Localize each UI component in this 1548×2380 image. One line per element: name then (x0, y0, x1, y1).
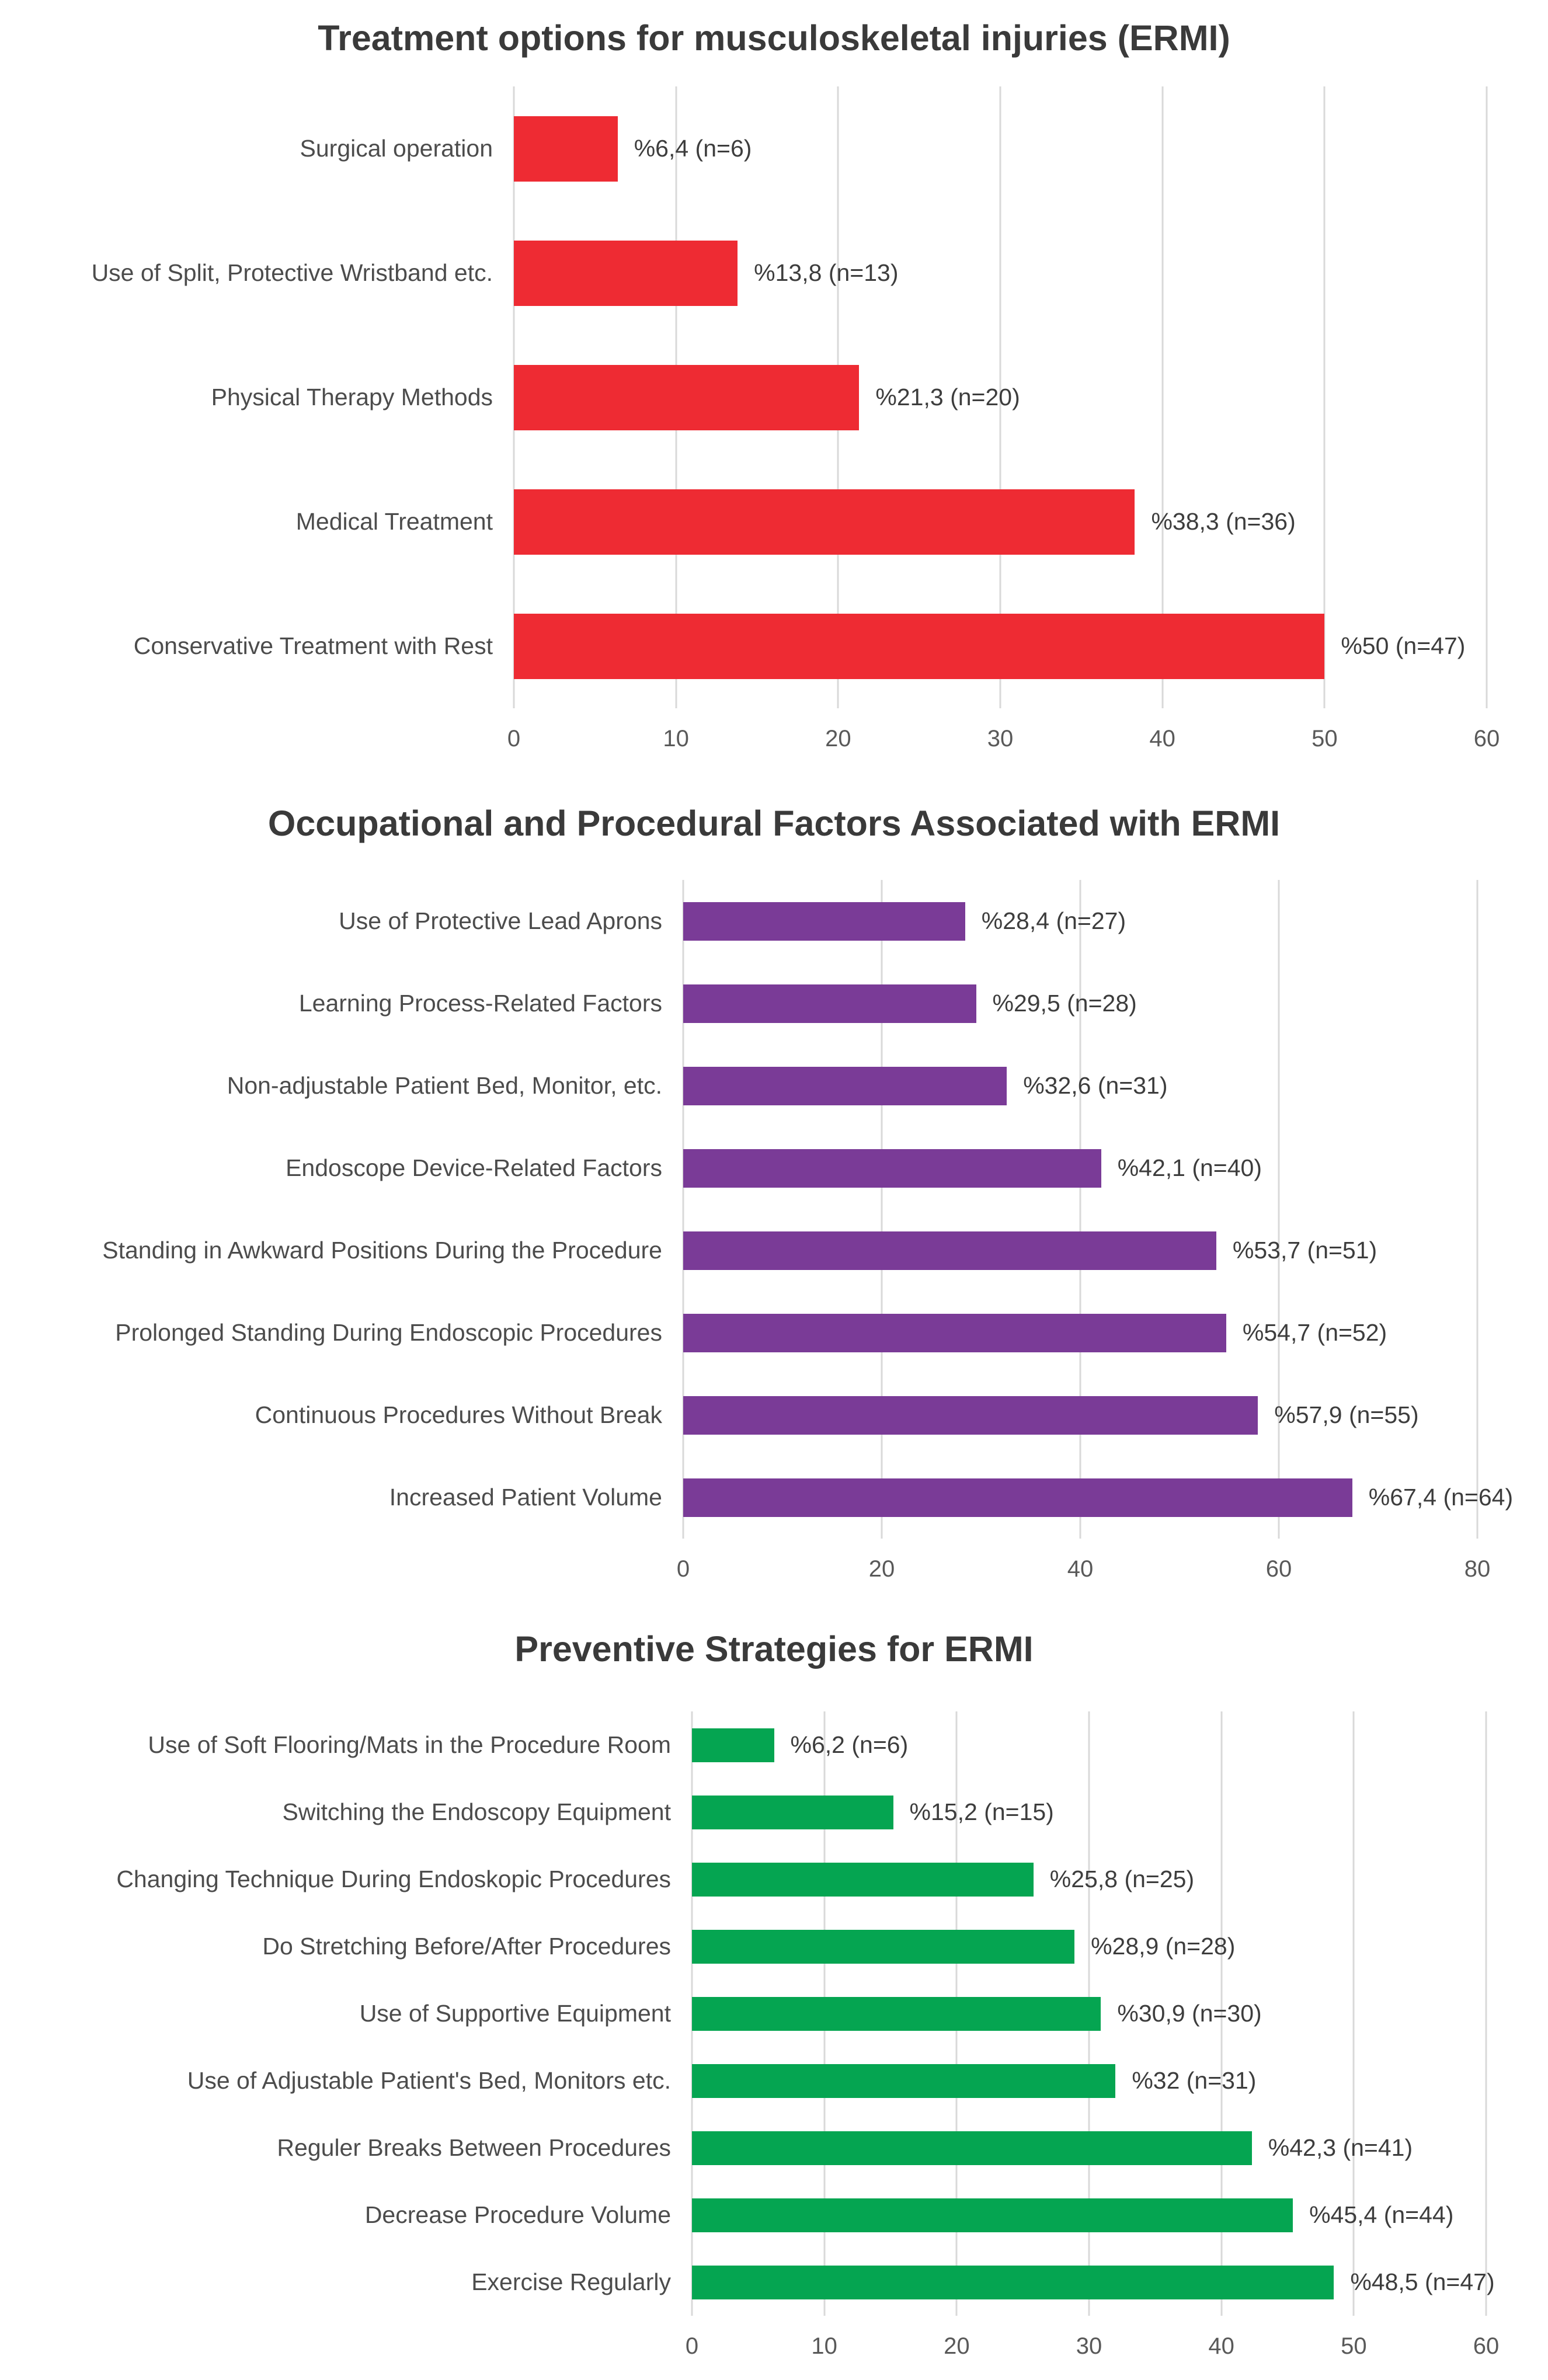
value-label: %42,1 (n=40) (1117, 1154, 1262, 1181)
bar (514, 614, 1324, 679)
plot (0, 1711, 1548, 2380)
category-label: Increased Patient Volume (389, 1484, 662, 1511)
axis-tick-label: 0 (685, 2333, 699, 2359)
bar (683, 1314, 1226, 1352)
plot-area (683, 880, 1514, 1539)
value-label: %21,3 (n=20) (875, 384, 1020, 410)
category-label: Switching the Endoscopy Equipment (282, 1798, 671, 1825)
category-labels (0, 86, 514, 708)
bar (692, 1863, 1034, 1897)
axis-tick-label: 30 (987, 726, 1014, 751)
value-label: %25,8 (n=25) (1049, 1866, 1195, 1892)
bar-row (692, 1913, 1486, 1980)
chart-preventive-strategies (0, 1603, 1548, 2380)
bar (692, 2064, 1115, 2098)
bar-row (514, 86, 1487, 211)
category-label: Exercise Regularly (471, 2268, 671, 2295)
axis-tick-label: 60 (1473, 726, 1500, 751)
x-axis (507, 708, 1500, 773)
bar-row (692, 2249, 1495, 2316)
bar-row (683, 1374, 1477, 1456)
bar (683, 984, 976, 1023)
category-label: Use of Adjustable Patient's Bed, Monitors etc. (187, 2067, 671, 2094)
x-axis (685, 2316, 1500, 2380)
bar (514, 365, 859, 430)
bar-row (514, 335, 1487, 460)
value-label: %6,2 (n=6) (790, 1731, 909, 1758)
bar (692, 1997, 1101, 2031)
value-label: %32 (n=31) (1132, 2067, 1257, 2094)
bar (683, 1396, 1258, 1435)
value-label: %6,4 (n=6) (634, 135, 752, 162)
category-label: Learning Process-Related Factors (298, 990, 662, 1017)
value-label: %30,9 (n=30) (1117, 2000, 1262, 2027)
category-label: Medical Treatment (295, 508, 493, 535)
value-label: %53,7 (n=51) (1232, 1237, 1377, 1264)
bar-row (692, 2181, 1486, 2249)
axis-tick-label: 10 (811, 2333, 837, 2359)
plot (0, 880, 1548, 1603)
x-axis (676, 1539, 1491, 1603)
bar-row (514, 460, 1487, 584)
axis-tick-label: 30 (1076, 2333, 1102, 2359)
value-label: %28,4 (n=27) (981, 907, 1126, 934)
bar-row (692, 1711, 1486, 1779)
category-label: Physical Therapy Methods (211, 384, 493, 410)
axis-tick-label: 20 (944, 2333, 970, 2359)
plot-area (692, 1711, 1495, 2316)
category-label: Use of Protective Lead Aprons (339, 907, 662, 934)
chart-occupational-factors (0, 773, 1548, 1603)
bar-rows (683, 880, 1514, 1539)
category-label: Continuous Procedures Without Break (255, 1401, 662, 1428)
axis-tick-label: 20 (868, 1556, 895, 1582)
axis-tick-label: 10 (663, 726, 689, 751)
bar-row (692, 2114, 1486, 2181)
bar (683, 902, 965, 941)
category-label: Changing Technique During Endoskopic Procedures (116, 1866, 671, 1892)
axis-tick-label: 80 (1464, 1556, 1491, 1582)
chart-treatment-options (0, 0, 1548, 773)
value-label: %38,3 (n=36) (1151, 508, 1296, 535)
bar-row (692, 1846, 1486, 1913)
bar (514, 241, 738, 306)
category-label: Surgical operation (300, 135, 493, 162)
category-label: Prolonged Standing During Endoscopic Procedures (115, 1319, 662, 1346)
bar (692, 1728, 774, 1762)
plot (0, 86, 1548, 773)
bar (683, 1067, 1007, 1105)
category-label: Use of Soft Flooring/Mats in the Procedure Room (148, 1731, 671, 1758)
bar-row (683, 962, 1477, 1045)
chart-title: Preventive Strategies for ERMI (514, 1629, 1034, 1669)
axis-tick-label: 60 (1473, 2333, 1500, 2359)
bar-rows (692, 1711, 1495, 2316)
axis-tick-label: 40 (1067, 1556, 1094, 1582)
category-labels (0, 1711, 692, 2316)
value-label: %32,6 (n=31) (1023, 1072, 1168, 1099)
value-label: %13,8 (n=13) (754, 259, 899, 286)
axis-tick-label: 40 (1149, 726, 1175, 751)
axis-tick-label: 50 (1341, 2333, 1367, 2359)
category-label: Conservative Treatment with Rest (133, 632, 493, 659)
value-label: %67,4 (n=64) (1368, 1484, 1514, 1511)
bar-rows (514, 86, 1487, 708)
bar (692, 1930, 1074, 1964)
bar-row (683, 1292, 1477, 1374)
axis-tick-label: 20 (825, 726, 851, 751)
value-label: %15,2 (n=15) (909, 1798, 1054, 1825)
bar (692, 2266, 1334, 2299)
category-label: Endoscope Device-Related Factors (286, 1154, 662, 1181)
category-label: Do Stretching Before/After Procedures (262, 1933, 671, 1960)
value-label: %45,4 (n=44) (1309, 2201, 1454, 2228)
axis-tick-label: 50 (1312, 726, 1338, 751)
category-label: Use of Supportive Equipment (359, 2000, 671, 2027)
bar-row (692, 2047, 1486, 2114)
category-label: Standing in Awkward Positions During the Procedure (102, 1237, 662, 1264)
category-labels (0, 880, 683, 1539)
chart-title: Treatment options for musculoskeletal injuries (ERMI) (318, 18, 1230, 58)
bar-row (683, 1045, 1477, 1127)
plot-area (514, 86, 1487, 708)
category-label: Use of Split, Protective Wristband etc. (91, 259, 493, 286)
axis-tick-label: 40 (1208, 2333, 1234, 2359)
value-label: %50 (n=47) (1341, 632, 1466, 659)
bar-row (514, 584, 1487, 708)
category-label: Decrease Procedure Volume (364, 2201, 671, 2228)
value-label: %54,7 (n=52) (1242, 1319, 1387, 1346)
value-label: %57,9 (n=55) (1274, 1401, 1419, 1428)
axis-tick-label: 60 (1265, 1556, 1292, 1582)
bar (683, 1231, 1216, 1270)
axis-tick-label: 0 (507, 726, 521, 751)
bar (514, 489, 1135, 555)
category-label: Non-adjustable Patient Bed, Monitor, etc. (227, 1072, 662, 1099)
bar (683, 1478, 1352, 1517)
bar (692, 2131, 1252, 2165)
value-label: %29,5 (n=28) (992, 990, 1137, 1017)
bar-row (692, 1779, 1486, 1846)
bar (692, 1796, 893, 1829)
category-label: Reguler Breaks Between Procedures (277, 2134, 671, 2161)
bar-row (692, 1980, 1486, 2047)
value-label: %28,9 (n=28) (1091, 1933, 1236, 1960)
bar-row (683, 880, 1477, 962)
bar (692, 2198, 1293, 2232)
axis-tick-label: 0 (676, 1556, 690, 1582)
bar-row (683, 1456, 1514, 1539)
value-label: %42,3 (n=41) (1268, 2134, 1413, 2161)
bar-row (683, 1209, 1477, 1292)
bar (683, 1149, 1101, 1188)
bar-row (514, 211, 1487, 335)
bar (514, 116, 618, 182)
chart-title: Occupational and Procedural Factors Associated with ERMI (267, 803, 1281, 843)
bar-row (683, 1127, 1477, 1209)
value-label: %48,5 (n=47) (1350, 2268, 1495, 2295)
